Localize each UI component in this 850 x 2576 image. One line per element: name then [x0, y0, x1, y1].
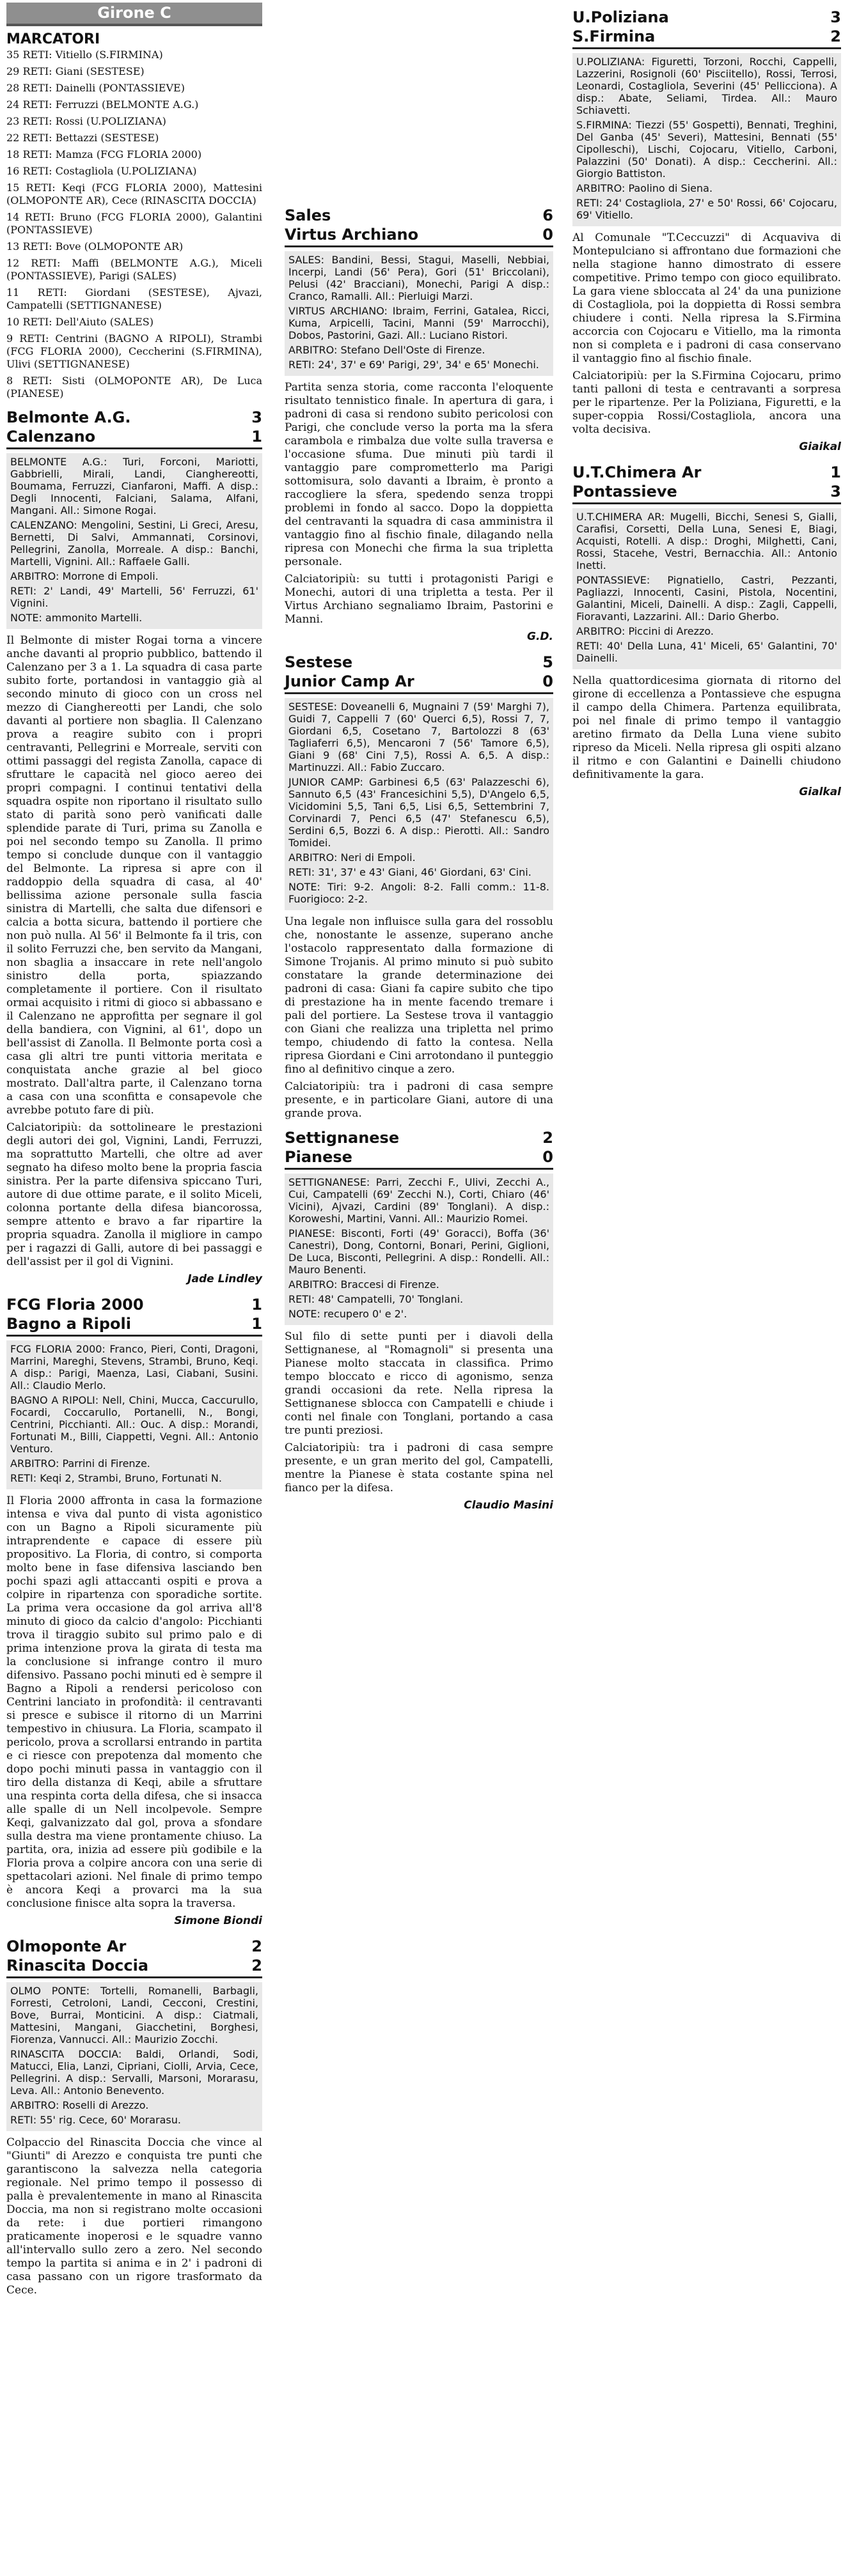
players-comment: Calciatoripiù: su tutti i protagonisti Parigi e Monechi, autori di una tripletta a testa. Per il Virtus Archiano segnaliamo Ibraim, Pastorini e Manni.: [285, 573, 553, 626]
lineup-away: JUNIOR CAMP: Garbinesi 6,5 (63' Palazzeschi 6), Sannuto 6,5 (43' Francesichini 5,5), D'Angelo 6,5, Vicidomini 5,5, Tani 6,5, Lisi 6,5, Settembrini 7, Corvinardi 7, Penci 6,5 (47' Stefanescu 6,5), Serdini 6,5, Bozzi 6. A disp.: Pierotti. All.: Sandro Tomidei.: [288, 776, 549, 849]
match-report: Sul filo di sette punti per i diavoli della Settignanese, al "Romagnoli" si presenta una Pianese molto staccata in classifica. Primo tempo bloccato e ricco di agonismo, senza grandi occasioni da rete. Nella ripresa la Settignanese sblocca con Campatelli e chiude i conti nel finale con Tonglani, portando a casa tre punti preziosi.: [285, 1330, 553, 1437]
home-team-line: [285, 206, 553, 225]
scorer-line: 10 RETI: Dell'Aiuto (SALES): [6, 316, 153, 328]
girone-banner: Girone C: [6, 3, 262, 26]
lineup-away: PIANESE: Bisconti, Forti (49' Goracci), Boffa (36' Canestri), Dong, Contorni, Bonari, Perini, Giglioni, De Luca, Bisconti, Pellegrini. A disp.: Rondelli. All.: Mauro Benenti.: [288, 1227, 549, 1276]
away-team-line: [572, 482, 841, 501]
lineup-box: [572, 53, 841, 226]
match-report: Colpaccio del Rinascita Doccia che vince al "Giunti" di Arezzo e conquista tre punti che garantiscono la salvezza nella categoria regionale. Nel primo tempo il possesso di palla è prevalentemente in mano al Rinascita Doccia, ma non si registrano molte occasioni da rete: i due portieri rimangono praticamente inoperosi e le squadre vanno all'intervallo sullo zero a zero. Nel secondo tempo la partita si anima e in 2' i padroni di casa passano con un rigore trasformato da Cece.: [6, 2136, 262, 2297]
match-report: Nella quattordicesima giornata di ritorno del girone di eccellenza a Pontassieve che espugna il campo della Chimera. Partenza equilibrata, poi nel finale di primo tempo il vantaggio aretino firmato da Della Luna viene subito ripreso da Miceli. Nella ripresa gli ospiti alzano il ritmo e con Galantini e Dainelli chiudono definitivamente la gara.: [572, 674, 841, 781]
lineup-box: [6, 1982, 262, 2131]
players-comment: Calciatoripiù: per la S.Firmina Cojocaru, primo tanti palloni di testa e centravanti a sorpresa per le ripartenze. Per la Poliziana, Figuretti, e la super-coppia Rossi/Costagliola, ancora una volta decisiva.: [572, 369, 841, 436]
scorers-list: [6, 49, 262, 400]
away-score: 2: [251, 1957, 262, 1975]
away-team-line: [6, 427, 262, 446]
lineup-home: U.POLIZIANA: Figuretti, Torzoni, Rocchi, Cappelli, Lazzerini, Rosignoli (60' Pisciitello), Rossi, Terrosi, Leonardi, Costagliola, Severini (45' Pellicciona). A disp.: Abate, Seliami, Tirdea. All.: Mauro Schiavetti.: [576, 56, 837, 116]
lineup-box: [6, 1340, 262, 1489]
goals: RETI: Keqi 2, Strambi, Bruno, Fortunati N.: [10, 1472, 222, 1484]
referee: ARBITRO: Paolino di Siena.: [576, 182, 713, 194]
scorer-line: 12 RETI: Maffi (BELMONTE A.G.), Miceli (PONTASSIEVE), Parigi (SALES): [6, 257, 262, 282]
scorer-line: 13 RETI: Bove (OLMOPONTE AR): [6, 240, 184, 252]
scorer-line: 18 RETI: Mamza (FCG FLORIA 2000): [6, 148, 202, 160]
scorer-line: 9 RETI: Centrini (BAGNO A RIPOLI), Strambi (FCG FLORIA 2000), Ceccherini (S.FIRMINA), Ulivi (SETTIGNANESE): [6, 332, 262, 370]
away-score: 0: [542, 672, 553, 690]
match-chimera-pontassieve: [572, 463, 841, 799]
lineup-home: OLMO PONTE: Tortelli, Romanelli, Barbagli, Forresti, Cetroloni, Landi, Cecconi, Crestini, Bove, Burrai, Monticini. A disp.: Ciatmali, Mattesini, Mangani, Giacchetini, Borghesi, Fiorenza, Vannucci. All.: Maurizio Zocchi.: [10, 1985, 258, 2045]
away-team-line: [6, 1314, 262, 1333]
separator: [6, 447, 262, 449]
match-report: Una legale non influisce sulla gara del rossoblu che, nonostante le assenze, superano anche l'ostacolo rappresentato dalla formazione di Simone Trojanis. Al primo minuto si può subito constatare la grande determinazione dei padroni di casa: Giani fa capire subito che tipo di prestazione ha in mente facendo tremare i pali del portiere. La Sestese trova il vantaggio con Giani che realizza una tripletta nel primo tempo, chiudendo di fatto la contesa. Nella ripresa Giordani e Cini arrotondano il punteggio fino al definitivo cinque a zero.: [285, 915, 553, 1076]
home-team-line: [6, 408, 262, 427]
author: Giaikal: [799, 440, 841, 453]
home-score: 1: [830, 463, 841, 481]
lineup-box: [572, 508, 841, 669]
scorer-line: 24 RETI: Ferruzzi (BELMONTE A.G.): [6, 98, 199, 111]
away-team: Junior Camp Ar: [285, 672, 414, 690]
match-report: Partita senza storia, come racconta l'eloquente risultato tennistico finale. In apertura di gara, i padroni di casa si rendono subito pericolosi con Parigi, che conclude verso la porta ma la sfera carambola e rimbalza due volte sulla traversa e l'occasione sfuma. Due minuti più tardi il vantaggio pare comprometterlo ma Parigi sottomisura, solo davanti a Ibraim, è pronto a raccogliere la sfera, spedendo senza troppi problemi in fondo al sacco. Dopo la doppietta del centravanti la squadra di casa amministra il vantaggio fino al fischio finale, dilagando nella ripresa con Monechi che firma la sua tripletta personale.: [285, 381, 553, 568]
goals: RETI: 2' Landi, 49' Martelli, 56' Ferruzzi, 61' Vignini.: [10, 585, 258, 609]
goals: RETI: 31', 37' e 43' Giani, 46' Giordani, 63' Cini.: [288, 866, 531, 878]
referee: ARBITRO: Parrini di Firenze.: [10, 1457, 150, 1470]
lineup-home: BELMONTE A.G.: Turi, Forconi, Mariotti, Gabbrielli, Mirali, Landi, Cianghereotti, Boumama, Ferruzzi, Cianfaroni, Maffi. A disp.: Degli Innocenti, Falciani, Salama, Alfani, Mangani. All.: Simone Rogai.: [10, 456, 258, 516]
referee: ARBITRO: Roselli di Arezzo.: [10, 2099, 149, 2111]
column-left: [6, 0, 262, 2301]
scorer-line: 29 RETI: Giani (SESTESE): [6, 65, 145, 77]
home-team: Settignanese: [285, 1129, 400, 1147]
match-sestese-junior: [285, 653, 553, 1121]
match-report: Al Comunale "T.Ceccuzzi" di Acquaviva di Montepulciano si affrontano due formazioni che nella stagione hanno dimostrato di essere competitive. Primo tempo con gioco equilibrato. La gara viene sbloccata al 24' da una punizione di Costagliola, poi la doppietta di Rossi sembra chiudere i conti. Nella ripresa la S.Firmina accorcia con Cojocaru e Vitiello, ma la rimonta non si completa e i padroni di casa conservano il vantaggio fino al fischio finale.: [572, 231, 841, 365]
home-team-line: [572, 8, 841, 27]
home-score: 6: [542, 206, 553, 224]
home-team: Sales: [285, 206, 331, 224]
separator: [572, 47, 841, 49]
home-team: FCG Floria 2000: [6, 1296, 144, 1314]
lineup-home: U.T.CHIMERA AR: Mugelli, Bicchi, Senesi S, Gialli, Carafisi, Corsetti, Della Luna, Senesi E, Biagi, Acquisti, Rotelli. A disp.: Droghi, Milghetti, Cani, Rossi, Stacehe, Vestri, Bernacchia. All.: Antonio Inetti.: [576, 511, 837, 571]
author: Simone Biondi: [174, 1914, 262, 1927]
separator: [6, 1976, 262, 1978]
home-team-line: [572, 463, 841, 482]
separator: [285, 692, 553, 694]
scorer-line: 23 RETI: Rossi (U.POLIZIANA): [6, 115, 166, 127]
lineup-away: VIRTUS ARCHIANO: Ibraim, Ferrini, Gatalea, Ricci, Kuma, Arpicelli, Tacini, Manni (59' Marrocchi), Dobos, Pastorini, Gazi. All.: Luciano Ristori.: [288, 305, 549, 341]
match-settignanese-pianese: [285, 1128, 553, 1512]
notes: NOTE: ammonito Martelli.: [10, 612, 143, 624]
column-right: [572, 0, 841, 808]
goals: RETI: 55' rig. Cece, 60' Morarasu.: [10, 2114, 181, 2126]
match-sales-virtus: [285, 206, 553, 644]
lineup-away: S.FIRMINA: Tiezzi (55' Gospetti), Bennati, Treghini, Del Ganba (45' Severi), Mattesini, Bennati (55' Cipolleschi), Lischi, Cojocaru, Vitiello, Carboni, Palazzini (50' Donati). A disp.: Ceccherini. All.: Giorgio Battiston.: [576, 119, 837, 180]
lineup-box: [285, 698, 553, 910]
goals: RETI: 24', 37' e 69' Parigi, 29', 34' e 65' Monechi.: [288, 359, 539, 371]
separator: [285, 245, 553, 247]
home-team: Olmoponte Ar: [6, 1937, 127, 1955]
author: Gialkal: [799, 786, 841, 798]
scorer-line: 35 RETI: Vitiello (S.FIRMINA): [6, 49, 163, 61]
lineup-home: SALES: Bandini, Bessi, Stagui, Maselli, Nebbiai, Incerpi, Landi (56' Pera), Gori (51' Briccolani), Pelusi (42' Bracciani), Monechi, Parigi A disp.: Cranco, Ramalli. All.: Pierluigi Marzi.: [288, 254, 549, 302]
lineup-away: CALENZANO: Mengolini, Sestini, Li Greci, Aresu, Bernetti, Di Salvi, Ammannati, Corsinovi, Pellegrini, Zanolla, Morreale. A disp.: Banchi, Martelli, Vignini. All.: Raffaele Galli.: [10, 519, 258, 568]
referee: ARBITRO: Piccini di Arezzo.: [576, 625, 714, 637]
away-score: 2: [830, 27, 841, 45]
away-team-line: [6, 1956, 262, 1975]
separator: [6, 1335, 262, 1337]
home-team: Sestese: [285, 653, 353, 671]
referee: ARBITRO: Morrone di Empoli.: [10, 570, 159, 582]
lineup-box: [285, 1174, 553, 1325]
away-score: 0: [542, 226, 553, 244]
home-score: 1: [251, 1296, 262, 1314]
home-team-line: [6, 1937, 262, 1956]
goals: RETI: 24' Costagliola, 27' e 50' Rossi, 66' Cojocaru, 69' Vitiello.: [576, 197, 837, 221]
away-team-line: [285, 672, 553, 691]
home-team-line: [6, 1295, 262, 1314]
scorer-line: 8 RETI: Sisti (OLMOPONTE AR), De Luca (PIANESE): [6, 375, 262, 400]
lineup-box: [285, 251, 553, 376]
author: Jade Lindley: [187, 1273, 262, 1285]
players-comment: Calciatoripiù: tra i padroni di casa sempre presente, e in particolare Giani, autore di una grande prova.: [285, 1080, 553, 1120]
lineup-home: SESTESE: Doveanelli 6, Mugnaini 7 (59' Marghi 7), Guidi 7, Cappelli 7 (60' Querci 6,5), Rossi 7, 7, Giordani 6,5, Cosetano 7, Bartolozzi 8 (63' Tagliaferri 6,5), Mencaroni 7 (56' Tamore 6,5), Giani 9 (68' Cini 7,5), Rossi A. 6,5. A disp.: Martinuzzi. All.: Fabio Zuccaro.: [288, 701, 549, 773]
away-team: Pontassieve: [572, 483, 677, 500]
home-score: 2: [251, 1937, 262, 1955]
away-team: Rinascita Doccia: [6, 1957, 149, 1975]
separator: [572, 502, 841, 504]
away-score: 1: [251, 1315, 262, 1333]
scorer-line: 15 RETI: Keqi (FCG FLORIA 2000), Mattesini (OLMOPONTE AR), Cece (RINASCITA DOCCIA): [6, 182, 262, 206]
home-score: 3: [830, 8, 841, 26]
away-team: Bagno a Ripoli: [6, 1315, 131, 1333]
scorer-line: 16 RETI: Costagliola (U.POLIZIANA): [6, 165, 197, 177]
notes: NOTE: Tiri: 9-2. Angoli: 8-2. Falli comm.: 11-8. Fuorigioco: 2-2.: [288, 881, 549, 905]
home-score: 3: [251, 408, 262, 426]
goals: RETI: 48' Campatelli, 70' Tonglani.: [288, 1293, 464, 1305]
lineup-away: RINASCITA DOCCIA: Baldi, Orlandi, Sodi, Matucci, Elia, Lanzi, Cipriani, Ciolli, Arvia, Cece, Pellegrini. A disp.: Servalli, Marsoni, Morarasu, Leva. All.: Antonio Benevento.: [10, 2048, 258, 2097]
match-poliziana-firmina: [572, 8, 841, 454]
home-team: U.Poliziana: [572, 8, 669, 26]
away-score: 0: [542, 1148, 553, 1166]
marcatori-title: MARCATORI: [6, 31, 100, 47]
author: Claudio Masini: [464, 1499, 553, 1512]
match-belmonte-calenzano: [6, 408, 262, 1286]
referee: ARBITRO: Stefano Dell'Oste di Firenze.: [288, 344, 485, 356]
away-team-line: [285, 1147, 553, 1167]
away-team: Calenzano: [6, 428, 96, 446]
away-team-line: [572, 27, 841, 46]
lineup-home: FCG FLORIA 2000: Franco, Pieri, Conti, Dragoni, Marrini, Mareghi, Stevens, Strambi, Bruno, Keqi. A disp.: Parigi, Maenza, Lasi, Ciabani, Susini. All.: Claudio Merlo.: [10, 1343, 258, 1392]
home-team: Belmonte A.G.: [6, 408, 131, 426]
scorer-line: 11 RETI: Giordani (SESTESE), Ajvazi, Campatelli (SETTIGNANESE): [6, 286, 262, 311]
away-team: S.Firmina: [572, 27, 656, 45]
referee: ARBITRO: Neri di Empoli.: [288, 851, 416, 864]
lineup-home: SETTIGNANESE: Parri, Zecchi F., Ulivi, Zecchi A., Cui, Campatelli (69' Zecchi N.), Corti, Chiaro (46' Vicini), Ajvazi, Cardini (89' Tonglani). A disp.: Koroweshi, Martini, Vanni. All.: Maurizio Romei.: [288, 1176, 549, 1225]
home-score: 5: [542, 653, 553, 671]
match-report: Il Belmonte di mister Rogai torna a vincere anche davanti al proprio pubblico, battendo il Calenzano per 3 a 1. La squadra di casa parte subito forte, portandosi in vantaggio già al secondo minuto di gioco con un cross nel mezzo di Cianghereotti per Landi, che solo davanti al portiere non sbaglia. Il Calenzano prova a reagire subito con i propri centravanti, Pellegrini e Morreale, serviti con ottimi passaggi del regista Zanolla, capace di sfruttare le capacità nel gioco aereo dei propri compagni. I continui tentativi della squadra ospite non riportano il risultato sullo stato di parità sono però vanificati dalle splendide parate di Turi, prima su Zanolla e poi nel secondo tempo su Zanolla. Il primo tempo si conclude dunque con il vantaggio del Belmonte. La ripresa si apre con il raddoppio della squadra di casa, al 40' bellissima azione personale sulla fascia sinistra di Martelli, che salta due difensori e calcia a botta sicura, battendo il portiere che non può nulla. Al 56' il Belmonte fa il tris, con il solito Ferruzzi che, ben servito da Mangani, non sbaglia a insaccare in rete nell'angolo sinistro della porta, spiazzando completamente il portiere. Con il risultato ormai acquisito i ritmi di gioco si abbassano e il Calenzano ne approfitta per segnare il gol della bandiera, con Vignini, al 61', dopo un bell'assist di Zanolla. Il Belmonte porta così a casa gli altri tre punti vittoria meritata e conquistata anche grazie al bel gioco mostrato. Dall'altra parte, il Calenzano torna a casa con una sconfitta e consapevole che avrebbe potuto fare di più.: [6, 634, 262, 1117]
scorer-line: 28 RETI: Dainelli (PONTASSIEVE): [6, 82, 185, 94]
lineup-away: BAGNO A RIPOLI: Nell, Chini, Mucca, Caccurullo, Focardi, Coccarullo, Portanelli, N., Bongi, Centrini, Picchianti. All.: Ouc. A disp.: Morandi, Fortunati M., Billi, Ciappetti, Vegni. All.: Antonio Venturo.: [10, 1394, 258, 1455]
away-team-line: [285, 225, 553, 244]
notes: NOTE: recupero 0' e 2'.: [288, 1308, 407, 1320]
match-report: Il Floria 2000 affronta in casa la formazione intensa e viva dal punto di vista agonistico con un Bagno a Ripoli sicuramente più intraprendente e capace di essere più propositivo. La Floria, di contro, si comporta molto bene in fase difensiva lasciando ben pochi spazi agli attaccanti ospiti e prova a colpire in ripartenza con sporadiche sortite. La prima vera occasione da gol arriva all'8 minuto di gioco da calcio d'angolo: Picchianti trova il tiraggio subito sul primo palo e di prima intenzione prova la girata di testa ma la conclusione si infrange contro il muro difensivo. Passano pochi minuti ed è sempre il Bagno a Ripoli a rendersi pericoloso con Centrini lanciato in profondità: il centravanti si presce e subisce il ritorno di un Marrini tempestivo in chiusura. La Floria, scampato il pericolo, prova a scrollarsi entrando in partita e ci riesce con prepotenza dal momento che dopo pochi minuti passa in vantaggio con il tiro della distanza di Keqi, abile a sfruttare una respinta corta della difesa, che si insacca alle spalle di un Nell incolpevole. Sempre Keqi, galvanizzato dal gol, prova a sfondare sulla destra ma viene prontamente chiuso. La partita, ora, inizia ad essere più godibile e la Floria prova a colpire ancora con una serie di spettacolari azioni. Nel finale di primo tempo è ancora Keqi a provarci ma la sua conclusione finisce alta sopra la traversa.: [6, 1494, 262, 1910]
continued-text-space: [285, 0, 553, 198]
home-team-line: [285, 1128, 553, 1147]
scorer-line: 22 RETI: Bettazzi (SESTESE): [6, 132, 159, 144]
column-middle: [285, 0, 553, 1521]
away-team: Pianese: [285, 1148, 352, 1166]
scorer-line: 14 RETI: Bruno (FCG FLORIA 2000), Galantini (PONTASSIEVE): [6, 211, 262, 236]
away-team: Virtus Archiano: [285, 226, 419, 244]
lineup-box: [6, 453, 262, 629]
author: G.D.: [527, 630, 553, 643]
goals: RETI: 40' Della Luna, 41' Miceli, 65' Galantini, 70' Dainelli.: [576, 640, 837, 664]
lineup-away: PONTASSIEVE: Pignatiello, Castri, Pezzanti, Pagliazzi, Innocenti, Casini, Pistola, Nocentini, Galantini, Miceli, Dainelli. A disp.: Zagli, Cappelli, Fioravanti, Lazzarini. All.: Dario Gherbo.: [576, 574, 837, 623]
match-olmoponte-doccia: [6, 1937, 262, 2297]
players-comment: Calciatoripiù: tra i padroni di casa sempre presente, e un gran merito del gol, Campatelli, mentre la Pianese è stata costante spina nel fianco per la difesa.: [285, 1441, 553, 1494]
separator: [285, 1168, 553, 1170]
away-score: 3: [830, 483, 841, 500]
home-score: 2: [542, 1129, 553, 1147]
away-score: 1: [251, 428, 262, 446]
referee: ARBITRO: Braccesi di Firenze.: [288, 1278, 439, 1291]
home-team-line: [285, 653, 553, 672]
home-team: U.T.Chimera Ar: [572, 463, 702, 481]
players-comment: Calciatoripiù: da sottolineare le prestazioni degli autori dei gol, Vignini, Landi, Ferruzzi, ma soprattutto Martelli, che oltre ad aver segnato ha difeso molto bene la propria fascia sinistra. Per la parte difensiva spiccano Turi, autore di due ottime parate, e il solito Miceli, colonna portante della difesa biancorossa, sempre attento e bravo a far ripartire la propria squadra. Zanolla il migliore in campo per i ragazzi di Galli, autore di bei passaggi e dell'assist per il gol di Vignini.: [6, 1121, 262, 1268]
match-floria-bagno: [6, 1295, 262, 1928]
